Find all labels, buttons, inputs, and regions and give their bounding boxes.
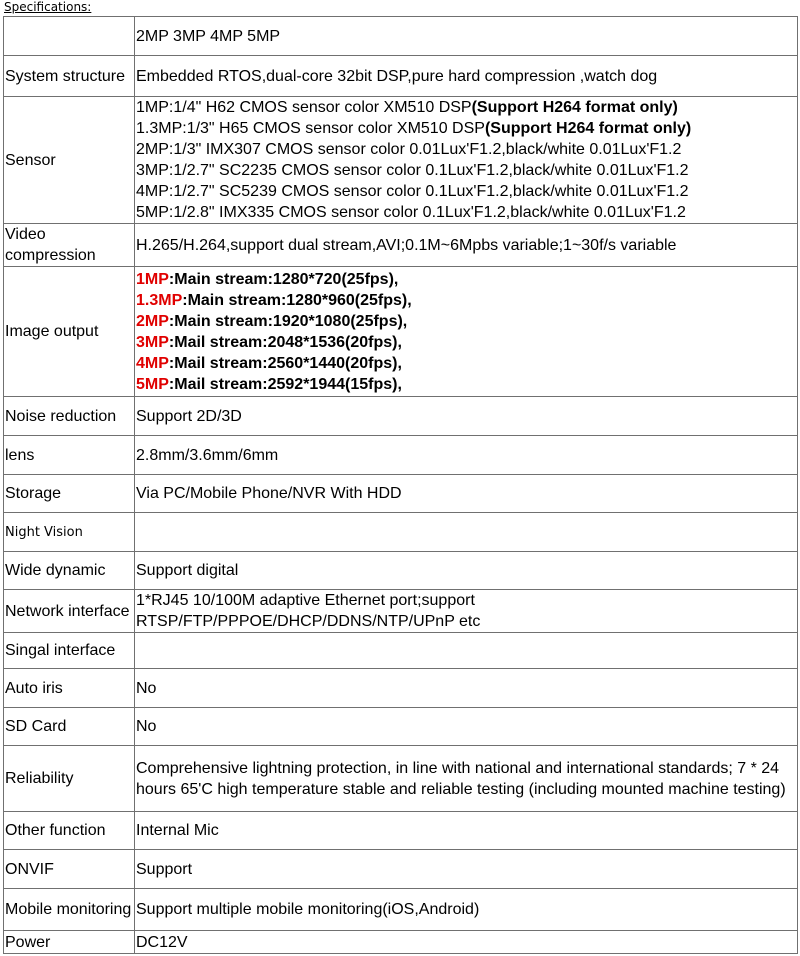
- sensor-line-2: 1.3MP:1/3" H65 CMOS sensor color XM510 DSP(Support H264 format only): [136, 120, 692, 137]
- row-label: Mobile monitoring: [4, 889, 135, 931]
- row-value: Embedded RTOS,dual-core 32bit DSP,pure hard compression ,watch dog: [135, 56, 798, 97]
- sensor-line-6: 5MP:1/2.8" IMX335 CMOS sensor color 0.1Lux'F1.2,black/white 0.01Lux'F1.2: [136, 204, 686, 221]
- row-value: Support: [135, 850, 798, 889]
- row-value: Support multiple mobile monitoring(iOS,Android): [135, 889, 798, 931]
- table-row-network-interface: [4, 590, 798, 633]
- table-row-night-vision: [4, 513, 798, 552]
- specifications-heading: Specifications:: [4, 0, 92, 14]
- row-label: System structure: [4, 56, 135, 97]
- row-value: DC12V: [135, 931, 798, 954]
- table-row-noise-reduction: [4, 397, 798, 436]
- row-value: [135, 97, 798, 224]
- row-value: [135, 267, 798, 397]
- row-value: 2MP 3MP 4MP 5MP: [135, 17, 798, 56]
- row-value: H.265/H.264,support dual stream,AVI;0.1M~6Mpbs variable;1~30f/s variable: [135, 224, 798, 267]
- row-value: Via PC/Mobile Phone/NVR With HDD: [135, 475, 798, 513]
- row-value: [135, 633, 798, 669]
- row-value: No: [135, 669, 798, 708]
- row-label: ONVIF: [4, 850, 135, 889]
- row-label: Other function: [4, 812, 135, 850]
- image-output-line-6: 5MP:Mail stream:2592*1944(15fps),: [136, 375, 402, 393]
- row-value: 2.8mm/3.6mm/6mm: [135, 436, 798, 475]
- table-row-onvif: [4, 850, 798, 889]
- table-row-mobile-monitoring: [4, 889, 798, 931]
- row-label: Image output: [4, 267, 135, 397]
- sensor-line-1: 1MP:1/4" H62 CMOS sensor color XM510 DSP(Support H264 format only): [136, 99, 678, 116]
- row-value: Support digital: [135, 552, 798, 590]
- row-value: [135, 513, 798, 552]
- table-row-video-compression: [4, 224, 798, 267]
- table-row-lens: [4, 436, 798, 475]
- table-row-signal-interface: [4, 633, 798, 669]
- sensor-line-4: 3MP:1/2.7" SC2235 CMOS sensor color 0.1Lux'F1.2,black/white 0.01Lux'F1.2: [136, 162, 689, 179]
- sensor-line-5: 4MP:1/2.7" SC5239 CMOS sensor color 0.1Lux'F1.2,black/white 0.01Lux'F1.2: [136, 183, 689, 200]
- table-row-storage: [4, 475, 798, 513]
- row-label: SD Card: [4, 708, 135, 746]
- image-output-line-5: 4MP:Mail stream:2560*1440(20fps),: [136, 354, 402, 372]
- table-row-auto-iris: [4, 669, 798, 708]
- table-row-other-function: [4, 812, 798, 850]
- image-output-line-2: 1.3MP:Main stream:1280*960(25fps),: [136, 291, 412, 309]
- row-value: Internal Mic: [135, 812, 798, 850]
- table-row-sensor: [4, 97, 798, 224]
- row-label: Reliability: [4, 746, 135, 812]
- image-output-line-3: 2MP:Main stream:1920*1080(25fps),: [136, 312, 408, 330]
- row-value: Comprehensive lightning protection, in line with national and international standards; 7 * 24 hours 65'C high temperature stable and reliable testing (including mounted machine testing): [135, 746, 798, 812]
- table-row-wide-dynamic: [4, 552, 798, 590]
- row-value: [135, 590, 798, 633]
- row-label: Singal interface: [4, 633, 135, 669]
- row-label: Sensor: [4, 97, 135, 224]
- row-label: Storage: [4, 475, 135, 513]
- row-label: Power: [4, 931, 135, 954]
- table-row-power: [4, 931, 798, 954]
- row-label: Video compression: [4, 224, 135, 267]
- table-row-image-output: [4, 267, 798, 397]
- row-label: Auto iris: [4, 669, 135, 708]
- table-row-sd-card: [4, 708, 798, 746]
- row-value: Support 2D/3D: [135, 397, 798, 436]
- row-label: Network interface: [4, 590, 135, 633]
- row-value: No: [135, 708, 798, 746]
- network-line-2: RTSP/FTP/PPPOE/DHCP/DDNS/NTP/UPnP etc: [136, 613, 481, 630]
- image-output-line-4: 3MP:Mail stream:2048*1536(20fps),: [136, 333, 402, 351]
- table-row-reliability: [4, 746, 798, 812]
- image-output-line-1: 1MP:Main stream:1280*720(25fps),: [136, 270, 399, 288]
- row-label: Night Vision: [4, 513, 135, 552]
- row-label: Noise reduction: [4, 397, 135, 436]
- row-label: lens: [4, 436, 135, 475]
- sensor-line-3: 2MP:1/3" IMX307 CMOS sensor color 0.01Lux'F1.2,black/white 0.01Lux'F1.2: [136, 141, 682, 158]
- row-label: Wide dynamic: [4, 552, 135, 590]
- network-line-1: 1*RJ45 10/100M adaptive Ethernet port;support: [136, 592, 475, 609]
- table-row-system-structure: [4, 56, 798, 97]
- row-label: [4, 17, 135, 56]
- table-row-models: [4, 17, 798, 56]
- specifications-table: [3, 16, 798, 954]
